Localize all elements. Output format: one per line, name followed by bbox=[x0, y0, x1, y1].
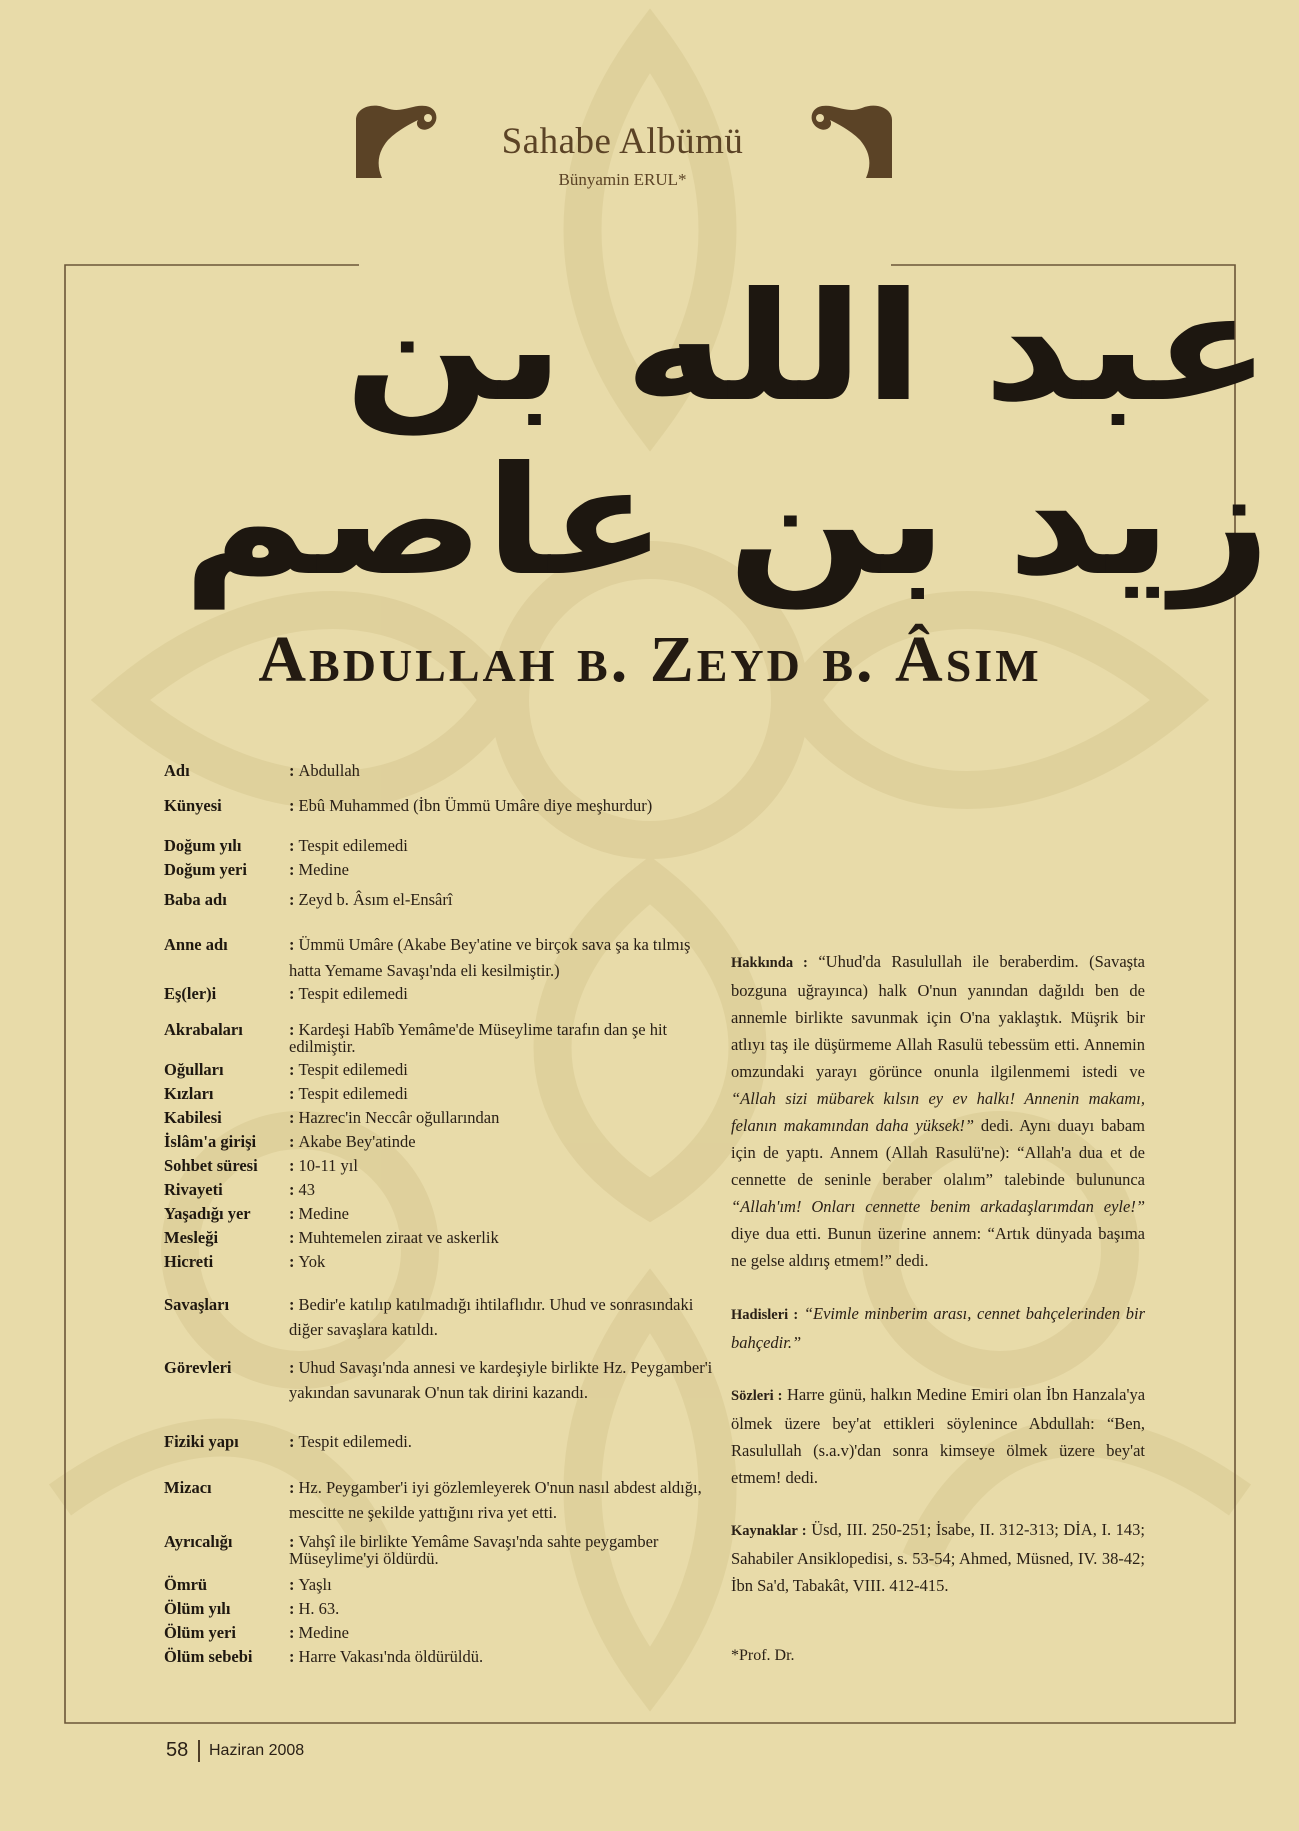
footnote: *Prof. Dr. bbox=[731, 1647, 795, 1664]
about-quote: “Allah'ım! Onları cennette benim arkadaşlarımdan eyle!” bbox=[731, 1197, 1145, 1216]
footer-divider bbox=[198, 1740, 200, 1762]
page-title: Abdullah b. Zeyd b. Âsım bbox=[258, 623, 1042, 696]
sayings-paragraph: Sözleri : Harre günü, halkın Medine Emiri olan İbn Hanzala'ya ölmek üzere bey'at ettikleri söylenince Abdullah: “Ben, Rasulullah (s.a.v)'dan sonra kimseye ölmek üzere bey'at etmem! dedi. bbox=[731, 1385, 1146, 1487]
section-title: Sahabe Albümü bbox=[501, 121, 744, 162]
about-label: Hakkında : bbox=[731, 955, 808, 971]
hadith-label: Hadisleri : bbox=[731, 1307, 799, 1323]
hadith-paragraph: Hadisleri : “Evimle minberim arası, cennet bahçelerinden bir bahçedir.” bbox=[731, 1304, 1145, 1352]
about-quote: “Allah sizi mübarek kılsın ey ev halkı! Annenin makamı, felanın makamından daha yüksek!” bbox=[731, 1089, 1145, 1135]
about-paragraph: Hakkında : “Uhud'da Rasulullah ile beraberdim. (Savaşta bozguna uğrayınca) halk O'nun yanından dağıldı ben de annemle birlikte savunmak için O'na yaklaştık. Müşrik bir atlıyı taş ile düşürmeme Allah Rasulü tebessüm etti. Annemin omzundaki yarayı görünce onunla ilgilenmemi istedi ve “Allah sizi mübarek kılsın ey ev halkı! Annenin makamı, felanın makamından daha yüksek!” dedi. Aynı duayı babam için de yaptı. Annem (Allah Rasulü'ne): “Allah'a dua et de cennette de seninle beraber olalım” talebinde bulununca “Allah'ım! Onları cennette benim arkadaşlarımdan eyle!” diye dua etti. Bunun üzerine annem: “Artık dünyada başıma ne gelse aldırış etmem!” dedi. bbox=[731, 952, 1146, 1270]
arabic-calligraphy: عبد الله بن زيد بن عاصم bbox=[182, 261, 1271, 609]
sources-paragraph: Kaynaklar : Üsd, III. 250-251; İsabe, II. 312-313; DİA, I. 143; Sahabiler Ansiklopedisi, s. 53-54; Ahmed, Müsned, IV. 38-42; İbn Sa'd, Tabakât, VIII. 412-415. bbox=[731, 1520, 1146, 1595]
page-number: 58 bbox=[166, 1739, 189, 1761]
author-name: Bünyamin ERUL* bbox=[558, 170, 687, 189]
sources-label: Kaynaklar : bbox=[731, 1523, 807, 1539]
issue-date: Haziran 2008 bbox=[209, 1742, 305, 1759]
sayings-label: Sözleri : bbox=[731, 1388, 783, 1404]
